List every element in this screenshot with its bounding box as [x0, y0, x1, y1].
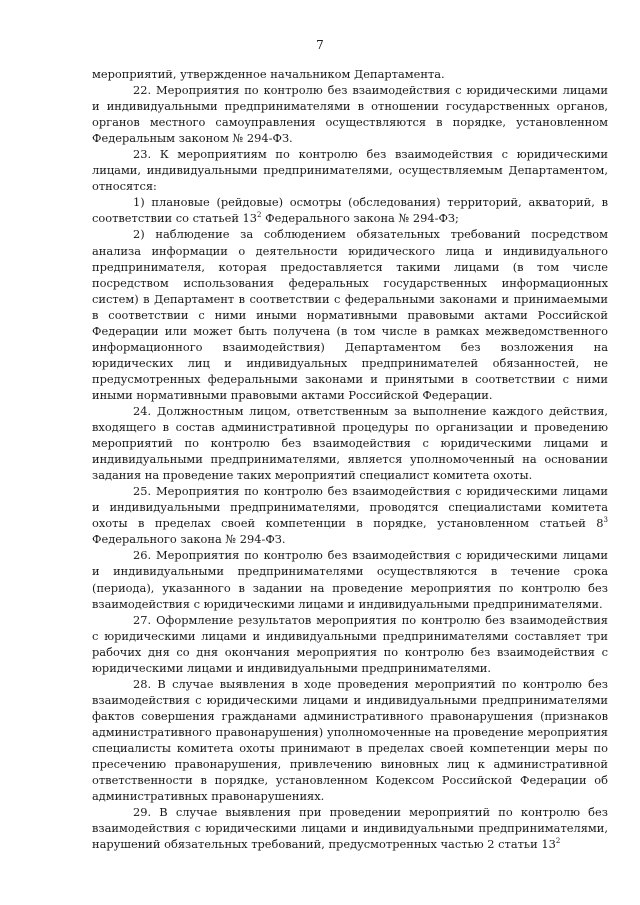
paragraph-22: 22. Мероприятия по контролю без взаимодействия с юридическими лицами и индивидуальными предпринимателями в отношении государственных органов, органов местного самоуправления осуществляются в порядке, установленном Федеральным законом № 294-ФЗ.: [92, 83, 608, 146]
superscript-2-end: 2: [555, 837, 561, 846]
paragraph-23: 23. К мероприятиям по контролю без взаимодействия с юридическими лицами, индивидуальными предпринимателями, осуществляемым Департаментом, относятся:: [92, 147, 608, 194]
page-number: 7: [316, 38, 324, 52]
paragraph-23-item-1-text: 1) плановые (рейдовые) осмотры (обследования) территорий, акваторий, в соответствии со статьей 13: [92, 195, 608, 226]
paragraph-25: [92, 483, 608, 547]
paragraph-23-item-1-tail: Федерального закона № 294-ФЗ;: [261, 211, 459, 226]
paragraph-23-item-2: 2) наблюдение за соблюдением обязательных требований посредством анализа информации о деятельности юридического лица и индивидуального предпринимателя, которая предоставляется такими лицами (в том числе посредством использования федеральных государственных информационных систем) в Департамент в соответствии с федеральными законами и принимаемыми в соответствии с ними иными нормативными правовыми актами Российской Федерации или может быть получена (в том числе в рамках межведомственного информационного взаимодействия) Департаментом без возложения на юридических лиц и индивидуальных предпринимателей обязанностей, не предусмотренных федеральными законами и принятыми в соответствии с ними иными нормативными правовыми актами Российской Федерации.: [92, 227, 608, 402]
document-body: [92, 66, 608, 852]
paragraph-25-tail: Федерального закона № 294-ФЗ.: [92, 532, 286, 547]
paragraph-23-item-1: [92, 194, 608, 226]
paragraph-29: [92, 804, 608, 852]
paragraph-26: 26. Мероприятия по контролю без взаимодействия с юридическими лицами и индивидуальными предпринимателями осуществляются в течение срока (периода), указанного в задании на проведение мероприятия по контролю без взаимодействия с юридическими лицами и индивидуальными предпринимателями.: [92, 548, 608, 611]
paragraph-29-text: 29. В случае выявления при проведении мероприятий по контролю без взаимодействия с юридическими лицами и индивидуальными предпринимателями, нарушений обязательных требований, предусмотренных частью 2 статьи 13: [92, 805, 608, 852]
superscript-3: 3: [603, 516, 608, 525]
superscript-2: 2: [257, 211, 262, 220]
paragraph-24: 24. Должностным лицом, ответственным за выполнение каждого действия, входящего в состав административной процедуры по организации и проведению мероприятий по контролю без взаимодействия с юридическими лицами и индивидуальными предпринимателями, является уполномоченный на основании задания на проведение таких мероприятий специалист комитета охоты.: [92, 403, 608, 483]
paragraph-27: 27. Оформление результатов мероприятия по контролю без взаимодействия с юридическими лицами и индивидуальными предпринимателями составляет три рабочих дня со дня окончания мероприятия по контролю без взаимодействия с юридическими лицами и индивидуальными предпринимателями.: [92, 612, 608, 675]
paragraph-continuation: мероприятий, утвержденное начальником Департамента.: [92, 67, 445, 81]
paragraph-25-text: 25. Мероприятия по контролю без взаимодействия с юридическими лицами и индивидуальными предпринимателями, проводятся специалистами комитета охоты в пределах своей компетенции в порядке, установленном статьей 8: [92, 484, 608, 531]
paragraph-28: 28. В случае выявления в ходе проведения мероприятий по контролю без взаимодействия с юридическими лицами и индивидуальными предпринимателями фактов совершения гражданами административного правонарушения (признаков административного правонарушения) уполномоченные на проведение мероприятия специалисты комитета охоты принимают в пределах своей компетенции меры по пресечению правонарушения, привлечению виновных лиц к административной ответственности в порядке, установленном Кодексом Российской Федерации об административных правонарушениях.: [92, 676, 608, 804]
